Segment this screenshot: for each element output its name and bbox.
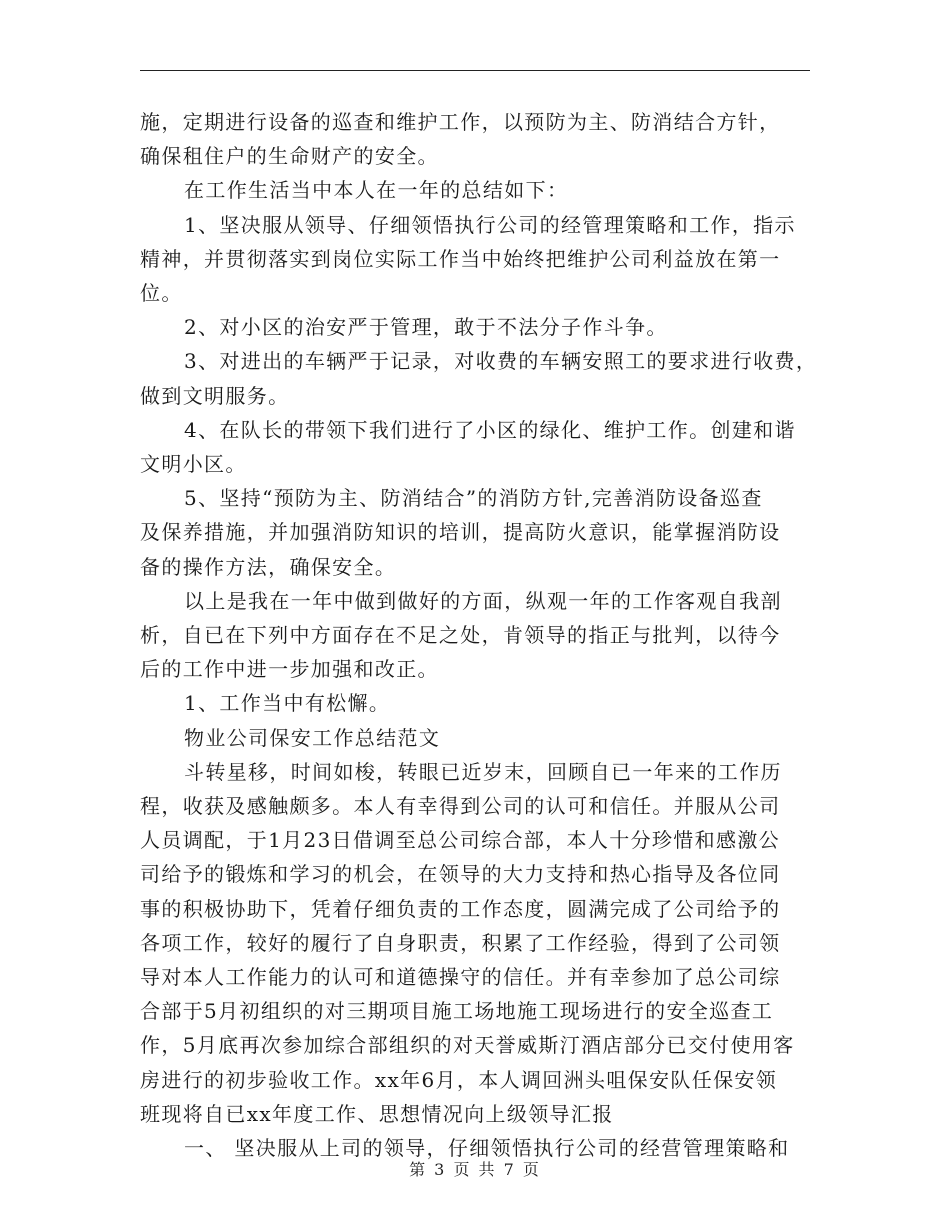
text-line: 物业公司保安工作总结范文	[184, 725, 441, 750]
text-line: 5、坚持“预防为主、防消结合”的消防方针,完善消防设备巡查	[184, 486, 763, 511]
text-line: 2、对小区的治安严于管理，敢于不法分子作斗争。	[184, 315, 668, 340]
text-line: 人员调配，于1月23日借调至总公司综合部，本人十分珍惜和感激公	[140, 828, 781, 853]
text-line: 文明小区。	[140, 452, 247, 477]
text-line: 确保租住户的生命财产的安全。	[140, 144, 439, 169]
text-line: 析，自已在下列中方面存在不足之处，肯领导的指正与批判，以待今	[140, 623, 781, 648]
text-line: 1、坚决服从领导、仔细领悟执行公司的经管理策略和工作，指示	[184, 212, 796, 237]
text-line: 房进行的初步验收工作。xx年6月，本人调回洲头咀保安队任保安领	[140, 1067, 778, 1092]
text-line: 以上是我在一年中做到做好的方面，纵观一年的工作客观自我剖	[184, 588, 782, 613]
text-line: 后的工作中进一步加强和改正。	[140, 657, 439, 682]
document-body	[140, 105, 818, 1165]
text-line: 事的积极协助下，凭着仔细负责的工作态度，圆满完成了公司给予的	[140, 896, 781, 921]
text-line: 在工作生活当中本人在一年的总结如下：	[184, 178, 569, 203]
text-line: 备的操作方法，确保安全。	[140, 554, 397, 579]
header-rule	[140, 70, 810, 71]
text-line: 3、对进出的车辆严于记录，对收费的车辆安照工的要求进行收费，	[184, 349, 818, 374]
text-line: 4、在队长的带领下我们进行了小区的绿化、维护工作。创建和谐	[184, 417, 796, 442]
text-line: 斗转星移，时间如梭，转眼已近岁末，回顾自已一年来的工作历	[184, 759, 782, 784]
text-line: 施，定期进行设备的巡查和维护工作，以预防为主、防消结合方针，	[140, 110, 781, 134]
text-line: 程，收获及感触颇多。本人有幸得到公司的认可和信任。并服从公司	[140, 794, 781, 819]
text-line: 及保养措施，并加强消防知识的培训，提高防火意识，能掌握消防设	[140, 520, 781, 545]
text-line: 各项工作，较好的履行了自身职责，积累了工作经验，得到了公司领	[140, 930, 781, 955]
text-line: 1、工作当中有松懈。	[184, 691, 391, 716]
text-line: 精神，并贯彻落实到岗位实际工作当中始终把维护公司利益放在第一	[140, 246, 781, 271]
page-footer: 第 3 页 共 7 页	[409, 1160, 541, 1179]
text-line: 导对本人工作能力的认可和道德操守的信任。并有幸参加了总公司综	[140, 965, 781, 990]
text-line: 作，5月底再次参加综合部组织的对天誉威斯汀酒店部分已交付使用客	[140, 1033, 795, 1058]
text-line: 做到文明服务。	[140, 383, 290, 408]
text-line: 合部于5月初组织的对三期项目施工场地施工现场进行的安全巡查工	[140, 999, 774, 1024]
text-line: 一、 坚决服从上司的领导，仔细领悟执行公司的经营管理策略和	[184, 1136, 790, 1161]
text-line: 司给予的锻炼和学习的机会，在领导的大力支持和热心指导及各位同	[140, 862, 781, 887]
text-line: 班现将自已xx年度工作、思想情况向上级领导汇报	[140, 1101, 614, 1126]
text-line: 位。	[140, 281, 183, 306]
